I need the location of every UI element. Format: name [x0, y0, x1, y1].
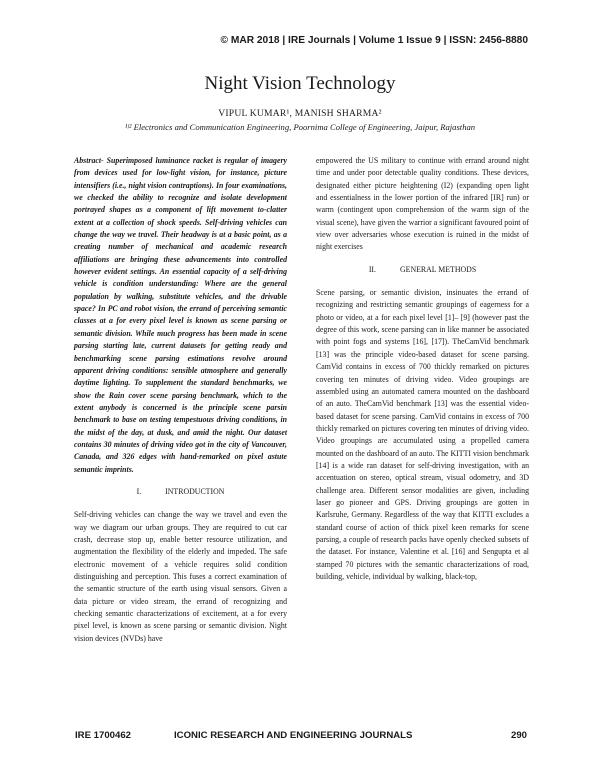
abstract: Abstract- Superimposed luminance racket is regular of imagery from devices used for low-light vision, for instance, picture intensifiers (i.e., night vision contraptions). In four examinations, we checked the ability to recognize and isolate development portrayed shapes as a component of lift movement to-clatter extent at a collection of shock speeds. Self-driving vehicles can change the way we travel. Their headway is at a basic point, as a creating number of mechanical and academic research affiliations are bringing these advancements into controlled however evident settings. An essential capacity of a self-driving vehicle is condition understanding: Where are the general population by walking, substitute vehicles, and the drivable space? In PC and robot vision, the errand of perceiving semantic classes at a for every pixel level is known as scene parsing or semantic division. While much progress has been made in scene parsing starting late, current datasets for getting ready and benchmarking scene parsing estimations revolve around apparent driving conditions: sensible atmosphere and generally daytime lighting. To supplement the standard benchmarks, we show the Rain cover scene parsing benchmark, which to the extent anybody is concerned is the principle scene parsin benchmark to base on testing tempestuous driving conditions, in the midst of the day, at dusk, and amid the night. Our dataset contains 30 minutes of driving video got in the city of Vancouver, Canada, and 326 edges with hand-remarked on pixel astute semantic imprints. [74, 156, 287, 474]
section-title: GENERAL METHODS [400, 264, 477, 274]
introduction-paragraph: Self-driving vehicles can change the way we travel and even the way we diagram our urban groups. They are required to cut car crash, decrease stop up, enable better resource utilization, and augmentation the flexibility of the elderly and impeded. The safe electronic movement of a vehicle requires solid condition distinguishing and perception. This fuses a correct examination of the semantic structure of the earth using visual sensors. Given a data picture or video stream, the errand of recognizing and checking semantic characterizations of excitement, at a for every pixel level, is known as scene parsing or semantic division. Night vision devices (NVDs) have [74, 510, 287, 643]
right-column [316, 155, 529, 583]
section-title: INTRODUCTION [165, 486, 225, 496]
article-id: IRE 1700462 [75, 730, 132, 741]
section-heading-general-methods [316, 264, 529, 276]
paper-title: Night Vision Technology [204, 73, 396, 94]
body-paragraph: empowered the US military to continue with errand around night time and under poor detectable quality conditions. These devices, designated either picture heightening (I2) (expanding open light and essentialness in the lower portion of the infrared [IR] run) or warm (contingent upon comprehension of the warm sign of the visual scene), have given the warrior a significant favoured point of view over adversaries whose execution is ruined in the midst of night exercises [316, 156, 529, 252]
body-paragraph: Scene parsing, or semantic division, insinuates the errand of recognizing and restricting semantic groupings of eagerness for a photo or video, at a for each pixel level [1]– [9] (however past the degree of this work, scene parsing can in like manner be associated with point fogs and systems [16], [17]). TheCamVid benchmark [13] was the principle video-based dataset for scene parsing. CamVid contains in excess of 700 thickly remarked on pictures covering ten minutes of driving video. Video groupings are assembled using an automated camera mounted on the dashboard of an auto. TheCamVid benchmark [13] was the essential video-based dataset for scene parsing. CamVid contains in excess of 700 thickly remarked on pictures covering ten minutes of driving video. Video groupings are accumulated using a propelled camera mounted on the dashboard of an auto. The KITTI vision benchmark [14] is a wide ran dataset for self-driving investigation, with an accentuation on stereo, optical stream, visual odometry, and 3D challenge area. Different sensor modalities are given, including laser go pioneer and GPS. Driving groupings are gotten in Karlsruhe, Germany. Regardless of the way that KITTI excludes a standard course of action of thick pixel keen remarks for scene parsing, a couple of research packs have openly checked subsets of the dataset. For instance, Valentine et al. [16] and Sengupta et al stamped 70 pictures with the semantic characterizations of road, building, vehicle, individual by walking, black-top, [316, 288, 529, 581]
section-heading-introduction [74, 486, 287, 498]
left-column [74, 155, 287, 645]
affiliation: ¹ʲ² Electronics and Communication Engineering, Poornima College of Engineering, Jaipur, Rajasthan [124, 122, 476, 132]
page-number: 290 [510, 730, 527, 741]
section-number: II. [368, 264, 376, 274]
section-number: I. [136, 486, 142, 496]
journal-header: © MAR 2018 | IRE Journals | Volume 1 Issue 9 | ISSN: 2456-8880 [220, 35, 528, 46]
journal-name: ICONIC RESEARCH AND ENGINEERING JOURNALS [174, 730, 413, 741]
author-list: VIPUL KUMAR¹, MANISH SHARMA² [218, 108, 382, 119]
